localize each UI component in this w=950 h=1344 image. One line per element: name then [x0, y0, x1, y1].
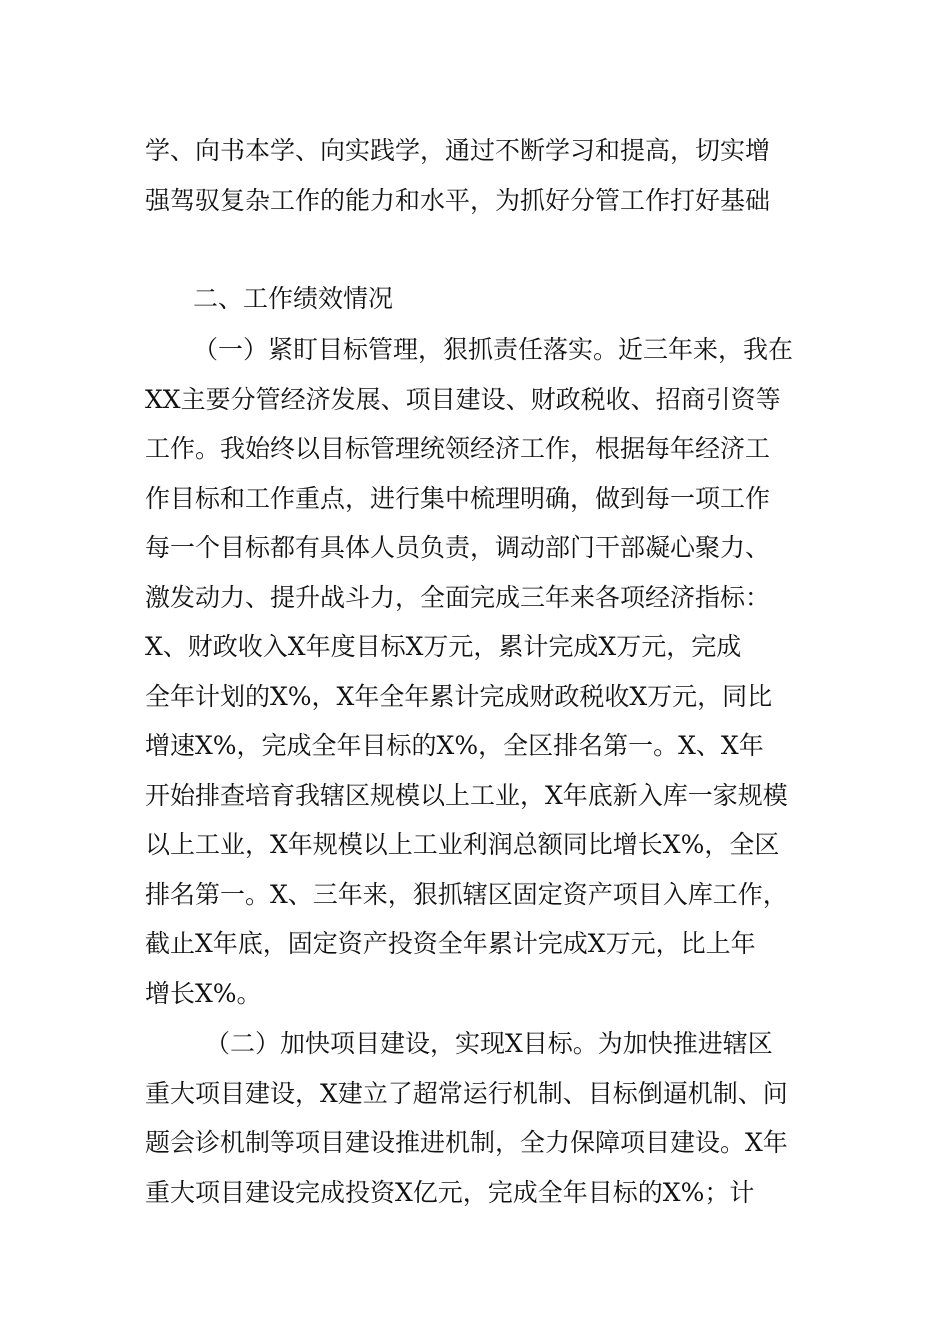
text-line: 学、向书本学、向实践学，通过不断学习和提高，切实增 [145, 136, 771, 165]
paragraph-line: 以上工业，X年规模以上工业利润总额同比增长X%，全区 [145, 830, 780, 859]
paragraph-line: 增长X%。 [145, 979, 262, 1008]
paragraph-line: 截止X年底，固定资产投资全年累计完成X万元，比上年 [145, 929, 756, 958]
paragraph-line: 增速X%，完成全年目标的X%，全区排名第一。X、X年 [145, 731, 764, 760]
paragraph-line: 工作。我始终以目标管理统领经济工作，根据每年经济工 [145, 434, 771, 463]
section-heading: 二、工作绩效情况 [193, 284, 394, 313]
paragraph-line: （一）紧盯目标管理，狠抓责任落实。近三年来，我在 [193, 335, 794, 364]
paragraph-line: 重大项目建设完成投资X亿元，完成全年目标的X%；计 [145, 1178, 755, 1207]
paragraph-line: X、财政收入X年度目标X万元，累计完成X万元，完成 [145, 632, 742, 661]
paragraph-line: 全年计划的X%，X年全年累计完成财政税收X万元，同比 [145, 682, 773, 711]
paragraph-line: 开始排查培育我辖区规模以上工业，X年底新入库一家规模 [145, 781, 788, 810]
paragraph-line: 激发动力、提升战斗力，全面完成三年来各项经济指标： [145, 583, 771, 612]
paragraph-line: 作目标和工作重点，进行集中梳理明确，做到每一项工作 [145, 484, 771, 513]
paragraph-line: 每一个目标都有具体人员负责，调动部门干部凝心聚力、 [145, 533, 771, 562]
paragraph-line: 题会诊机制等项目建设推进机制，全力保障项目建设。X年 [145, 1128, 788, 1157]
paragraph-line: （二）加快项目建设，实现X目标。为加快推进辖区 [205, 1029, 773, 1058]
paragraph-line: 排名第一。X、三年来，狠抓辖区固定资产项目入库工作， [145, 880, 788, 909]
paragraph-line: 重大项目建设，X建立了超常运行机制、目标倒逼机制、问 [145, 1079, 788, 1108]
paragraph-line: XX主要分管经济发展、项目建设、财政税收、招商引资等 [145, 385, 781, 414]
text-line: 强驾驭复杂工作的能力和水平，为抓好分管工作打好基础 [145, 186, 771, 215]
